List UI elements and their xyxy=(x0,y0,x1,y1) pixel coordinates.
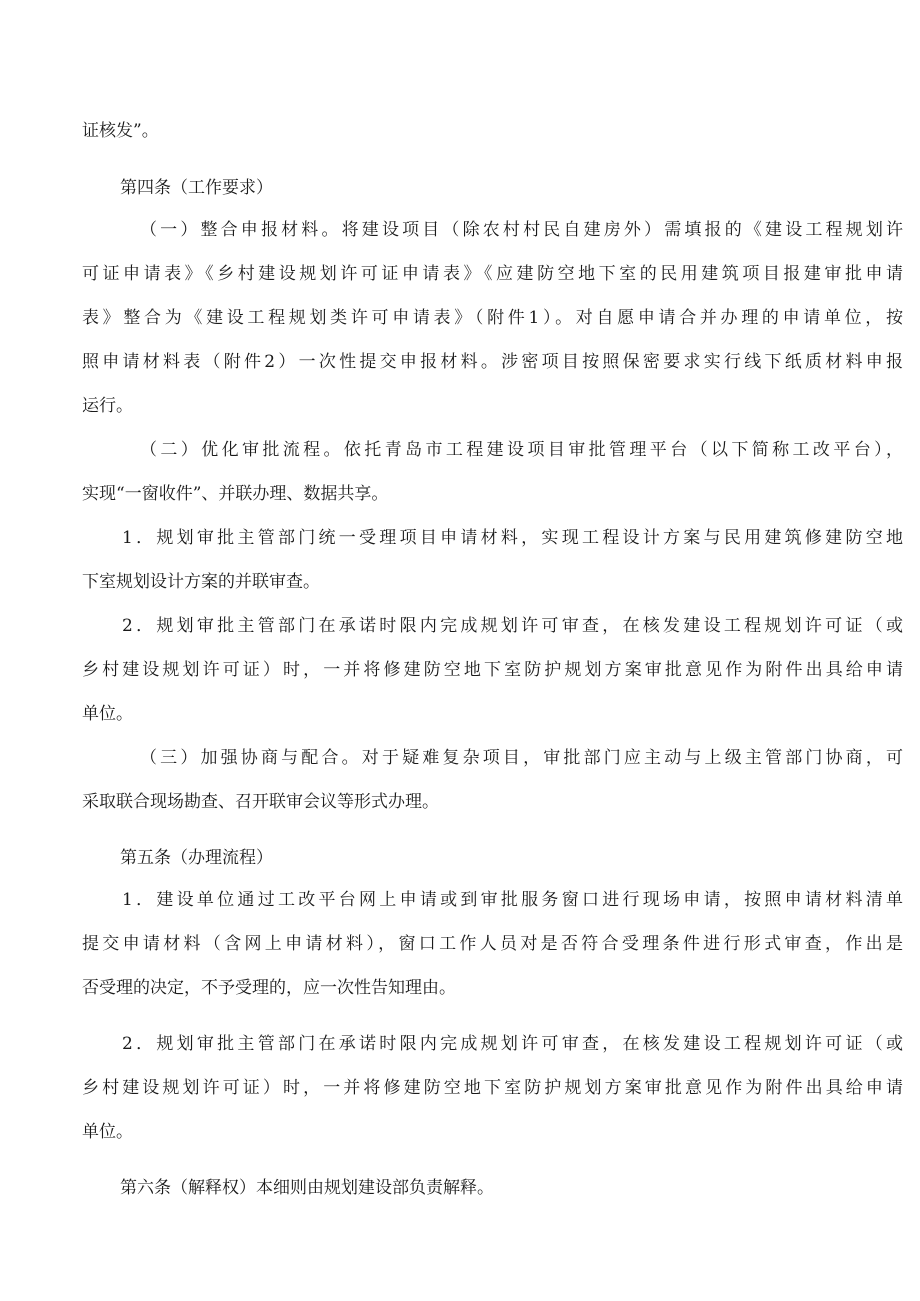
procedure-2-line-1: 2．规划审批主管部门在承诺时限内完成规划许可审查，在核发建设工程规划许可证（或 xyxy=(122,1034,903,1054)
item-2-1-line-1: 1．规划审批主管部门统一受理项目申请材料，实现工程设计方案与民用建筑修建防空地 xyxy=(122,528,903,548)
procedure-2-line-2: 乡村建设规划许可证）时，一并将修建防空地下室防护规划方案审批意见作为附件出具给申请 xyxy=(82,1078,903,1098)
item-2-line-1: （二）优化审批流程。依托青岛市工程建设项目审批管理平台（以下简称工改平台）， xyxy=(140,440,903,460)
procedure-1-line-1: 1．建设单位通过工改平台网上申请或到审批服务窗口进行现场申请，按照申请材料清单 xyxy=(122,890,903,910)
article-5-heading: 第五条（办理流程） xyxy=(120,848,273,868)
item-2-1-line-2: 下室规划设计方案的并联审查。 xyxy=(82,572,320,592)
item-2-2-line-3: 单位。 xyxy=(82,704,133,724)
paragraph-continuation: 证核发”。 xyxy=(82,121,159,141)
item-3-line-2: 采取联合现场勘查、召开联审会议等形式办理。 xyxy=(82,792,439,812)
item-3-line-1: （三）加强协商与配合。对于疑难复杂项目，审批部门应主动与上级主管部门协商，可 xyxy=(140,748,903,768)
article-6-text: 第六条（解释权）本细则由规划建设部负责解释。 xyxy=(120,1178,494,1198)
item-2-2-line-1: 2．规划审批主管部门在承诺时限内完成规划许可审查，在核发建设工程规划许可证（或 xyxy=(122,616,903,636)
item-1-line-2: 可证申请表》《乡村建设规划许可证申请表》《应建防空地下室的民用建筑项目报建审批申请 xyxy=(82,264,903,284)
procedure-2-line-3: 单位。 xyxy=(82,1122,133,1142)
item-1-line-1: （一）整合申报材料。将建设项目（除农村村民自建房外）需填报的《建设工程规划许 xyxy=(140,220,903,240)
article-4-heading: 第四条（工作要求） xyxy=(120,178,273,198)
item-1-line-5: 运行。 xyxy=(82,396,133,416)
procedure-1-line-2: 提交申请材料（含网上申请材料），窗口工作人员对是否符合受理条件进行形式审查，作出是 xyxy=(82,934,903,954)
item-2-line-2: 实现“一窗收件”、并联办理、数据共享。 xyxy=(82,484,389,504)
item-1-line-3: 表》整合为《建设工程规划类许可申请表》（附件1）。对自愿申请合并办理的申请单位，按 xyxy=(82,308,903,328)
item-2-2-line-2: 乡村建设规划许可证）时，一并将修建防空地下室防护规划方案审批意见作为附件出具给申请 xyxy=(82,660,903,680)
procedure-1-line-3: 否受理的决定，不予受理的，应一次性告知理由。 xyxy=(82,978,456,998)
item-1-line-4: 照申请材料表（附件2）一次性提交申报材料。涉密项目按照保密要求实行线下纸质材料申报 xyxy=(82,352,903,372)
